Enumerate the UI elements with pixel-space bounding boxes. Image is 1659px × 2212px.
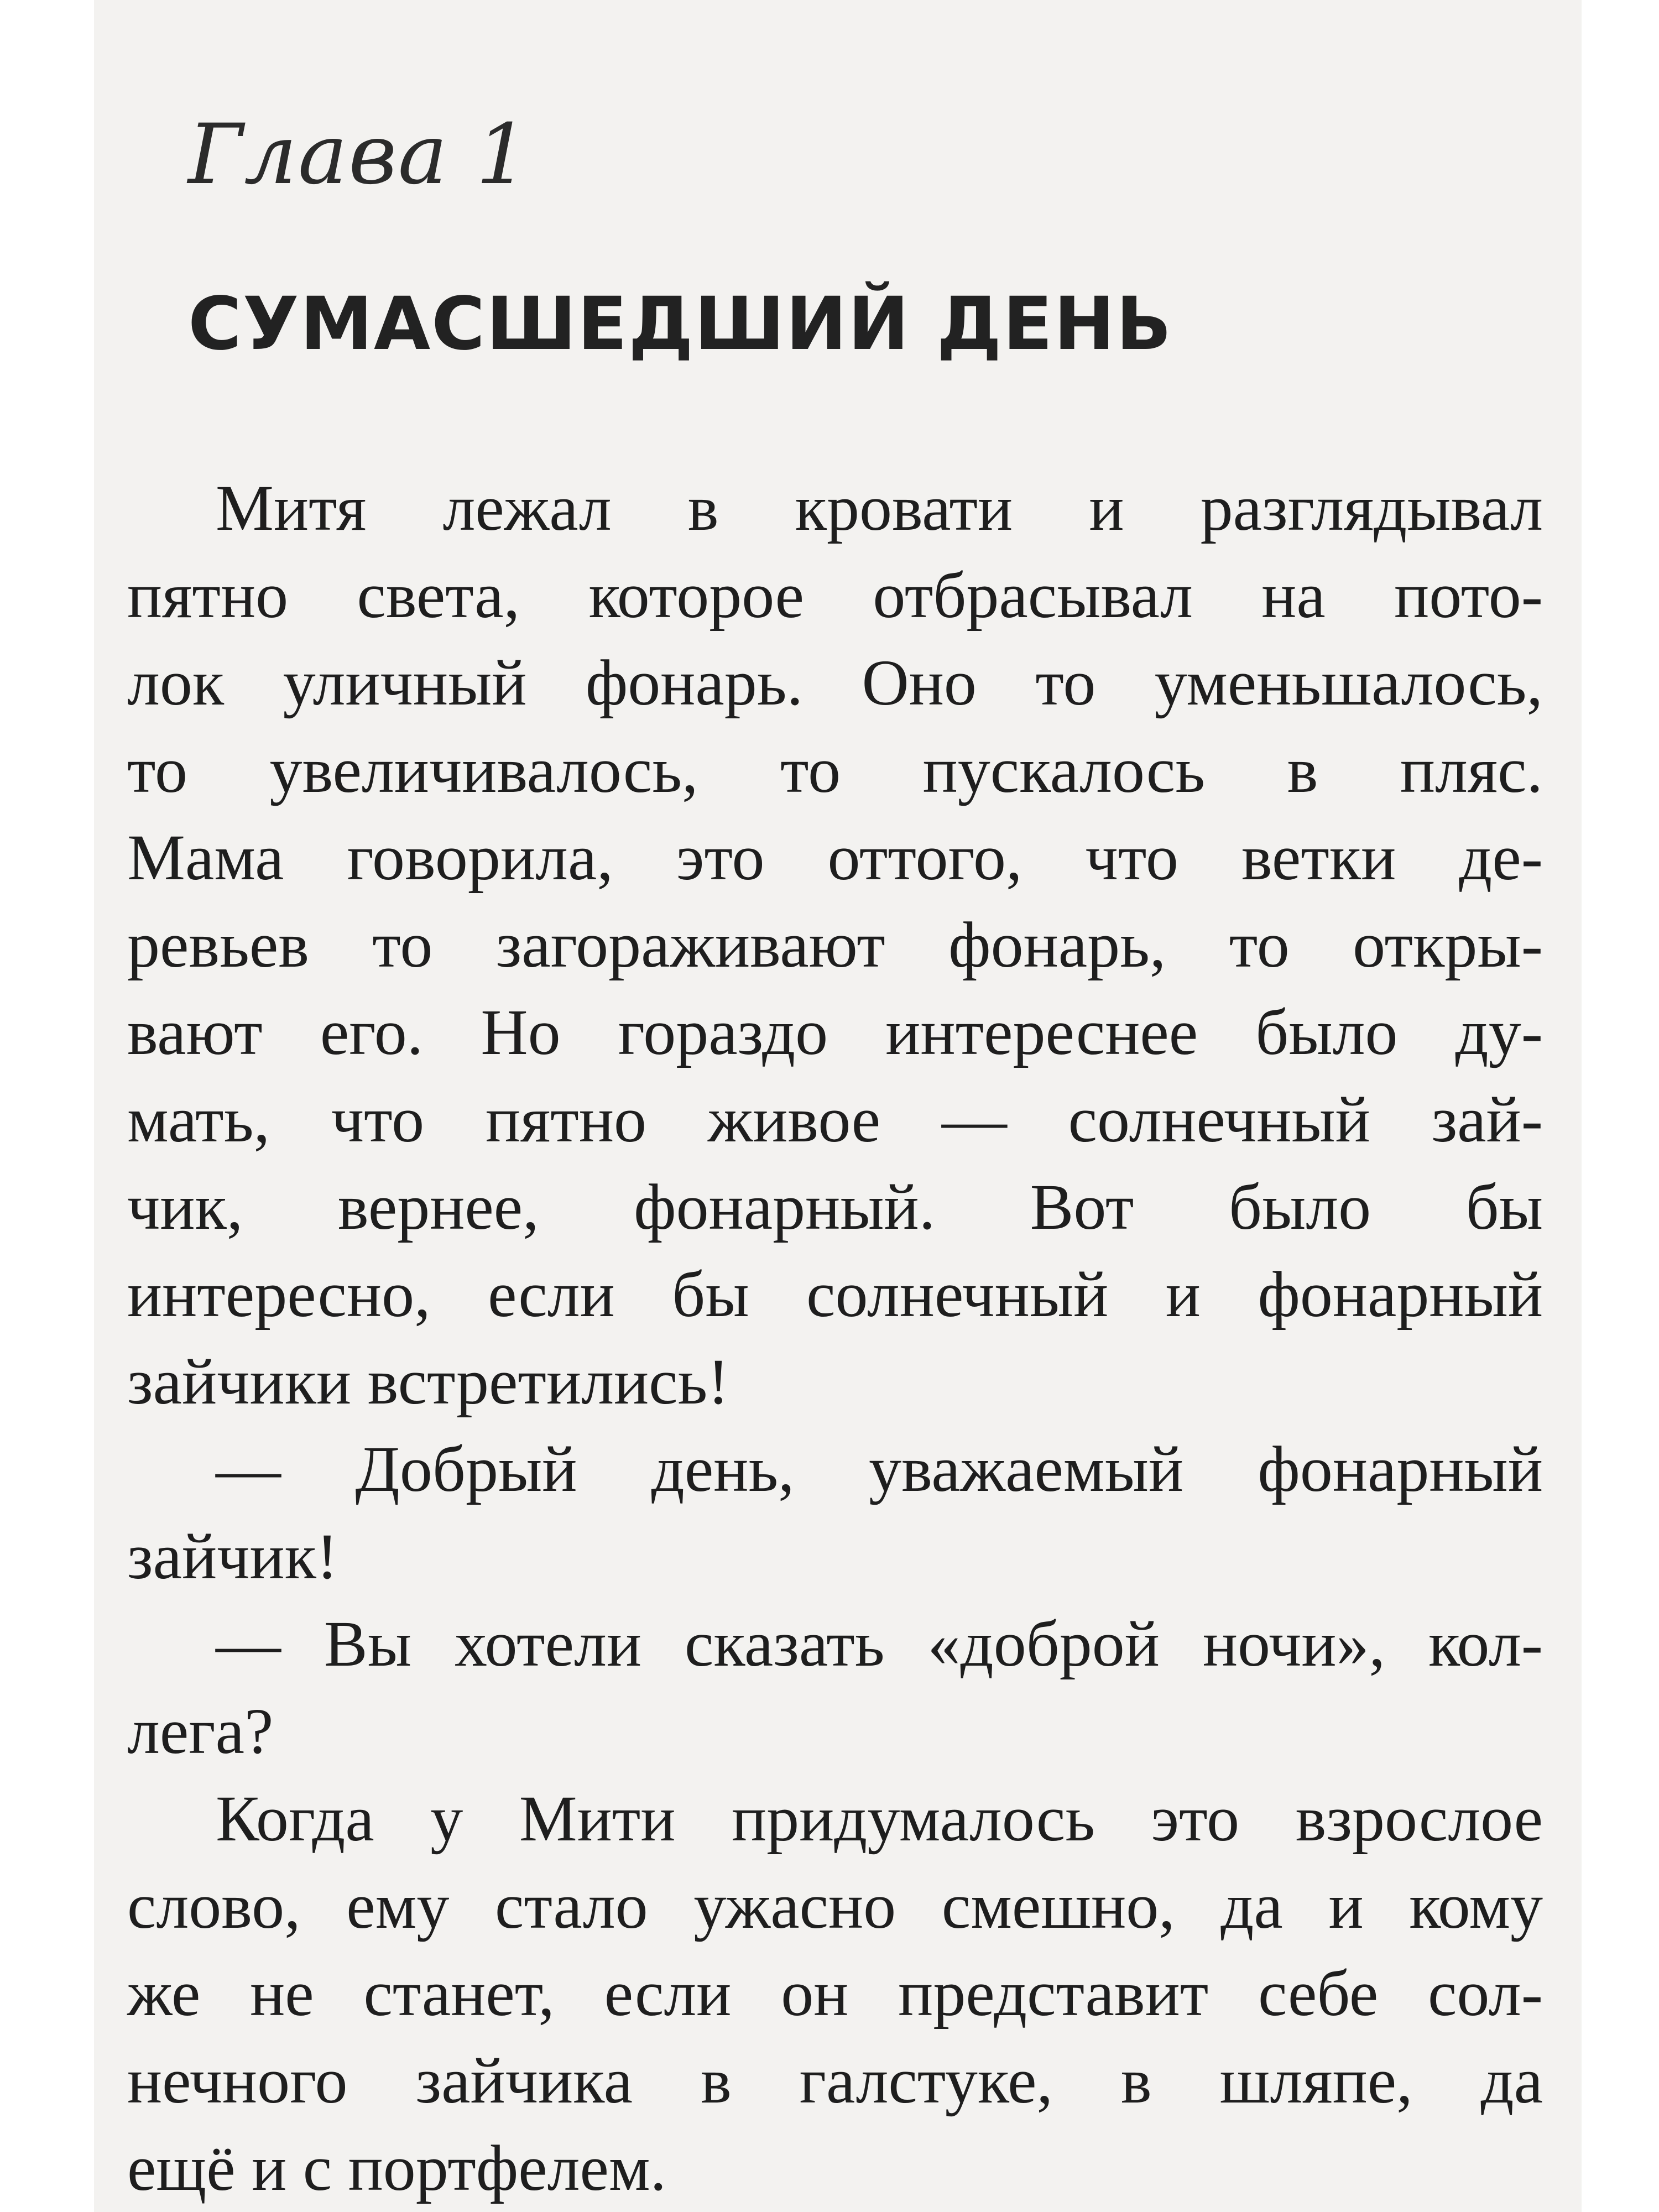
text-line: мать, что пятно живое — солнечный зай- bbox=[127, 1083, 1543, 1156]
text-line: ещё и с портфелем. bbox=[127, 2132, 667, 2204]
text-line: нечного зайчика в галстуке, в шляпе, да bbox=[127, 2044, 1543, 2117]
text-line: лок уличный фонарь. Оно то уменьшалось, bbox=[127, 646, 1543, 719]
chapter-label: Глава 1 bbox=[188, 107, 530, 203]
text-line: зайчик! bbox=[127, 1520, 338, 1593]
text-line: же не станет, если он представит себе сол- bbox=[127, 1957, 1543, 2030]
text-line: слово, ему стало ужасно смешно, да и кому bbox=[127, 1870, 1543, 1942]
text-line: ревьев то загораживают фонарь, то откры- bbox=[127, 909, 1543, 981]
text-line: лега? bbox=[127, 1695, 274, 1767]
text-line: Когда у Мити придумалось это взрослое bbox=[216, 1782, 1543, 1855]
text-line: то увеличивалось, то пускалось в пляс. bbox=[127, 734, 1543, 806]
text-line: Митя лежал в кровати и разглядывал bbox=[216, 472, 1543, 544]
text-line: вают его. Но гораздо интереснее было ду- bbox=[127, 996, 1543, 1068]
text-line: интересно, если бы солнечный и фонарный bbox=[127, 1258, 1543, 1331]
text-line: пятно света, которое отбрасывал на пото- bbox=[127, 559, 1543, 632]
text-line: чик, вернее, фонарный. Вот было бы bbox=[127, 1171, 1543, 1243]
book-page bbox=[94, 0, 1582, 2212]
chapter-text bbox=[127, 465, 1543, 2212]
dialogue-line: — Добрый день, уважаемый фонарный bbox=[216, 1433, 1543, 1505]
text-line: Мама говорила, это оттого, что ветки де- bbox=[127, 821, 1543, 894]
dialogue-line: — Вы хотели сказать «доброй ночи», кол- bbox=[216, 1608, 1543, 1680]
text-line: зайчики встретились! bbox=[127, 1345, 729, 1418]
chapter-title: СУМАСШЕДШИЙ ДЕНЬ bbox=[188, 281, 1173, 367]
